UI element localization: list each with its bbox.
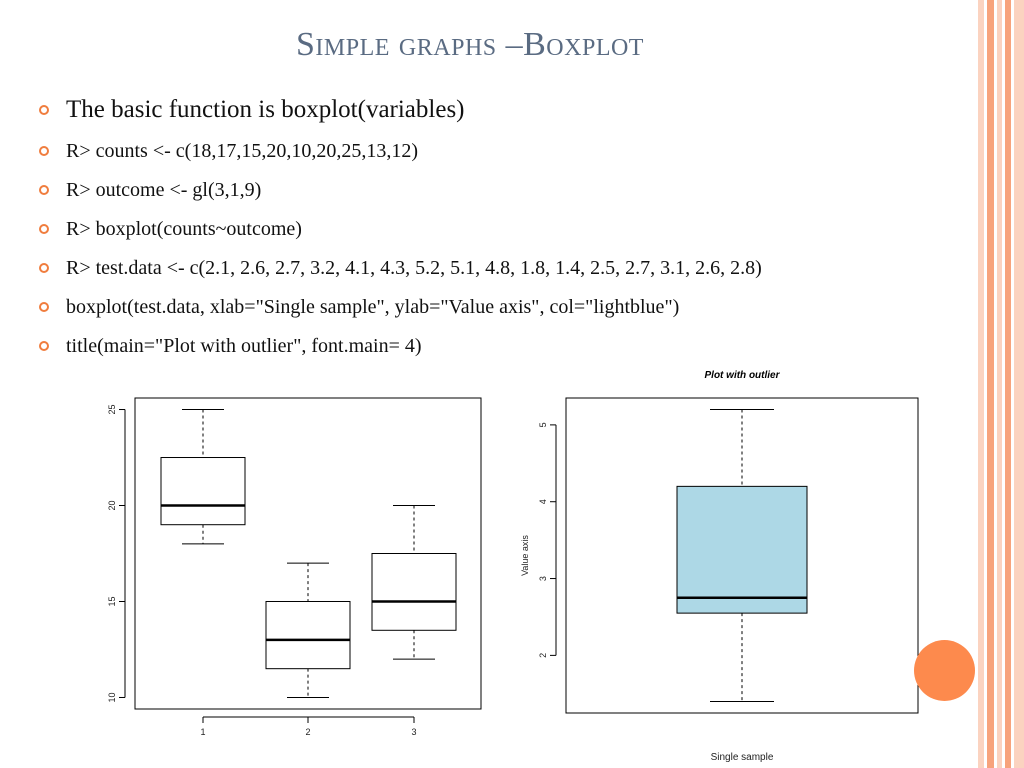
bullet-text: title(main="Plot with outlier", font.main= 4) — [66, 335, 422, 357]
bullet-item — [36, 133, 976, 172]
y-tick-label: 20 — [107, 500, 117, 511]
bullet-ring-icon — [39, 263, 49, 273]
bullet-text: R> test.data <- c(2.1, 2.6, 2.7, 3.2, 4.1, 4.3, 5.2, 5.1, 4.8, 1.8, 1.4, 2.5, 2.7, 3.1, 2.6, 2.8) — [66, 257, 762, 279]
box — [161, 458, 245, 525]
box — [677, 486, 807, 613]
y-tick-label: 2 — [538, 652, 548, 658]
bullet-list — [36, 92, 976, 367]
boxplot-counts-by-outcome — [100, 360, 495, 750]
boxplot-single-sample — [510, 360, 930, 768]
bullet-text: The basic function is boxplot(variables) — [66, 96, 465, 123]
bullet-item — [36, 92, 976, 133]
slide-title: Simple graphs –Boxplot — [296, 26, 644, 63]
bullet-ring-icon — [39, 341, 49, 351]
x-tick-label: 1 — [200, 727, 206, 737]
y-tick-label: 15 — [107, 596, 117, 607]
bullet-ring-icon — [39, 146, 49, 156]
chart-title: Plot with outlier — [704, 370, 780, 381]
bullet-text: boxplot(test.data, xlab="Single sample", ylab="Value axis", col="lightblue") — [66, 296, 680, 318]
x-tick-label: 3 — [411, 727, 417, 737]
box — [266, 601, 350, 668]
decorative-stripe — [987, 0, 994, 768]
bullet-item — [36, 289, 976, 328]
box — [372, 554, 456, 631]
y-tick-label: 4 — [538, 499, 548, 505]
x-axis-label: Single sample — [710, 752, 774, 763]
bullet-ring-icon — [39, 185, 49, 195]
bullet-ring-icon — [39, 224, 49, 234]
y-tick-label: 5 — [538, 422, 548, 428]
y-tick-label: 10 — [107, 692, 117, 703]
decorative-stripe — [1005, 0, 1011, 768]
bullet-text: R> counts <- c(18,17,15,20,10,20,25,13,12) — [66, 140, 418, 162]
bullet-item — [36, 211, 976, 250]
bullet-text: R> outcome <- gl(3,1,9) — [66, 179, 262, 201]
x-tick-label: 2 — [305, 727, 311, 737]
bullet-text: R> boxplot(counts~outcome) — [66, 218, 302, 240]
bullet-item — [36, 172, 976, 211]
y-tick-label: 25 — [107, 404, 117, 415]
decorative-stripe — [997, 0, 1002, 768]
bullet-ring-icon — [39, 105, 49, 115]
decorative-stripe — [978, 0, 984, 768]
bullet-ring-icon — [39, 302, 49, 312]
y-axis-label: Value axis — [520, 535, 530, 576]
decorative-stripe — [1014, 0, 1024, 768]
bullet-item — [36, 250, 976, 289]
y-tick-label: 3 — [538, 576, 548, 582]
decorative-circle — [914, 640, 975, 701]
